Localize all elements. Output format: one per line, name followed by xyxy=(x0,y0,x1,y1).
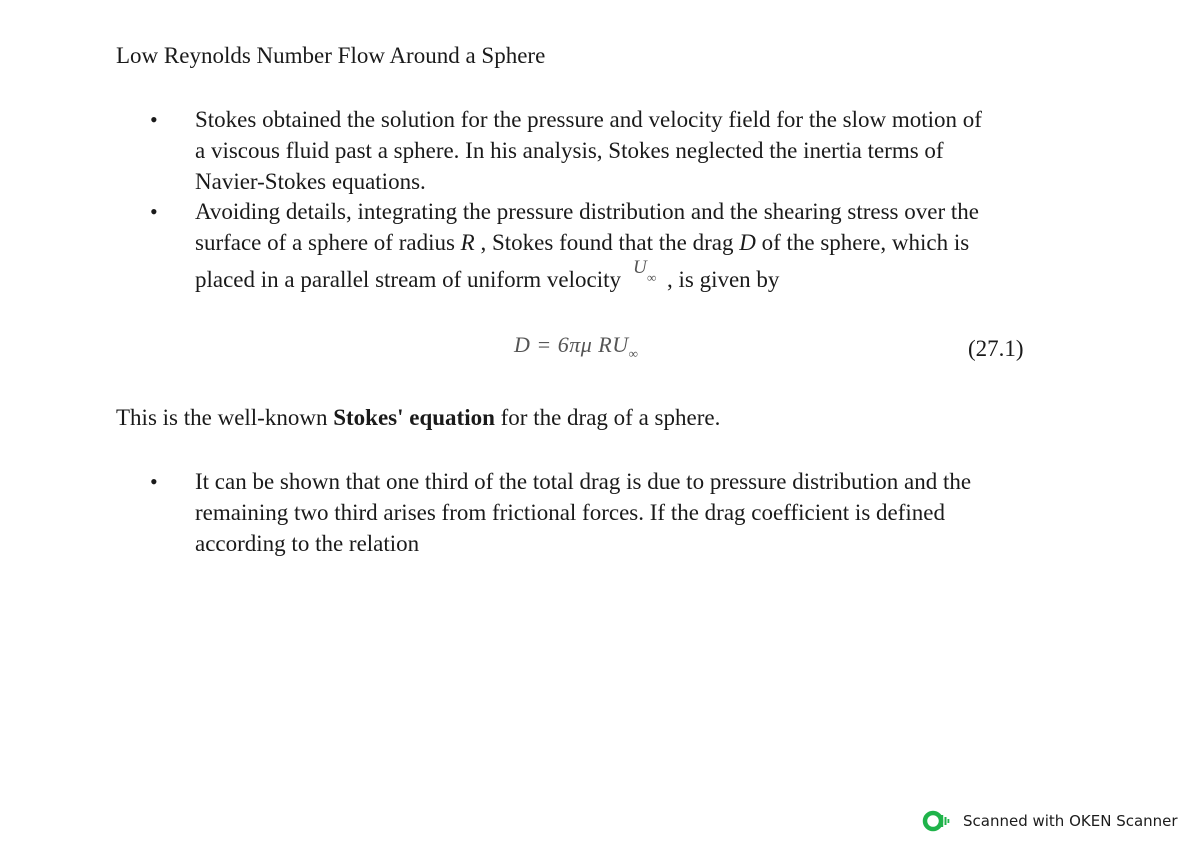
bullet-marker: • xyxy=(150,199,158,224)
equation-body: D = 6πμ RU xyxy=(514,332,629,357)
infinity-subscript: ∞ xyxy=(646,270,657,285)
stokes-equation xyxy=(514,332,639,361)
text-run: surface of a sphere of radius xyxy=(195,230,461,255)
bullet-line: remaining two third arises from frictional forces. If the drag coefficient is defined xyxy=(195,500,945,525)
bullet-line: a viscous fluid past a sphere. In his analysis, Stokes neglected the inertia terms of xyxy=(195,138,944,163)
bullet-line: Stokes obtained the solution for the pressure and velocity field for the slow motion of xyxy=(195,107,982,132)
page-title: Low Reynolds Number Flow Around a Sphere xyxy=(116,43,546,68)
text-run: , is given by xyxy=(666,267,780,292)
bullet-item xyxy=(195,466,1125,559)
bullet-line: Avoiding details, integrating the pressure distribution and the shearing stress over the xyxy=(195,199,979,224)
oken-logo-icon xyxy=(922,810,950,832)
bullet-line xyxy=(195,227,1125,258)
equation-number: (27.1) xyxy=(968,336,1024,361)
bullet-marker: • xyxy=(150,107,158,132)
bullet-line: according to the relation xyxy=(195,531,420,556)
velocity-symbol xyxy=(621,257,667,294)
scanner-watermark xyxy=(922,806,1178,836)
bullet-item xyxy=(195,104,1125,197)
body-paragraph xyxy=(116,402,720,434)
equation-subscript: ∞ xyxy=(628,346,639,361)
drag-symbol: D xyxy=(739,230,756,255)
bold-term: Stokes' equation xyxy=(333,405,495,430)
velocity-letter: U xyxy=(632,257,647,278)
text-run: This is the well-known xyxy=(116,405,334,430)
bullet-line: Navier-Stokes equations. xyxy=(195,169,426,194)
text-run: for the drag of a sphere. xyxy=(494,405,721,430)
bullet-line xyxy=(195,257,1125,295)
text-run: , Stokes found that the drag xyxy=(474,230,740,255)
bullet-marker: • xyxy=(150,469,158,494)
bullet-item xyxy=(195,196,1125,295)
text-run: of the sphere, which is xyxy=(755,230,970,255)
text-run: placed in a parallel stream of uniform velocity xyxy=(195,267,621,292)
radius-symbol: R xyxy=(460,230,475,255)
bullet-line: It can be shown that one third of the total drag is due to pressure distribution and the xyxy=(195,469,972,494)
watermark-text: Scanned with OKEN Scanner xyxy=(963,812,1178,830)
